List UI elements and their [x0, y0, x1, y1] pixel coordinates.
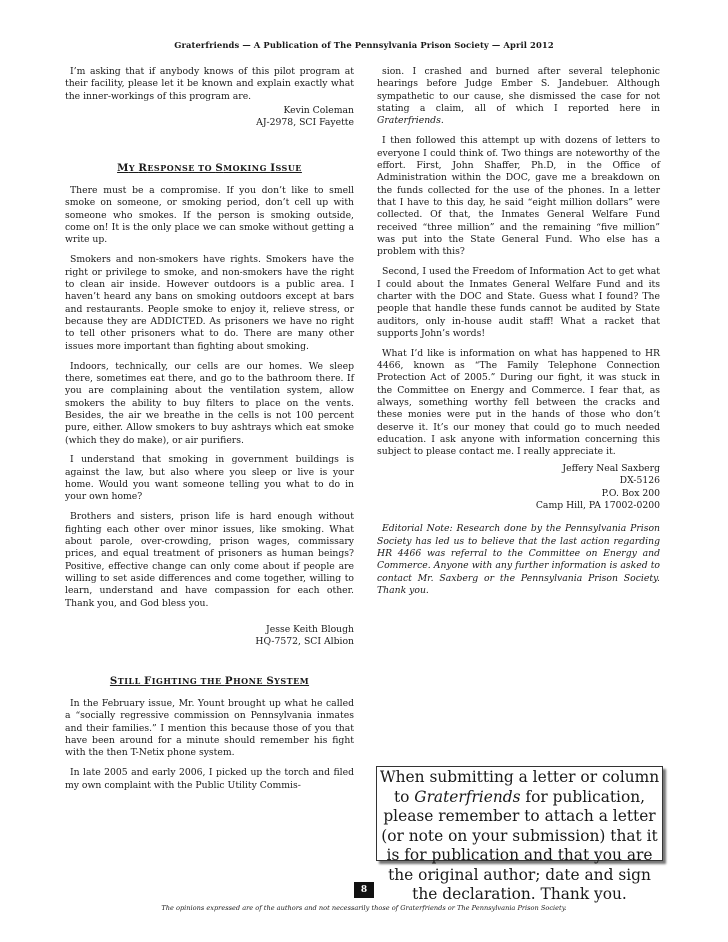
signature-box: P.O. Box 200 — [601, 487, 660, 499]
heading-smallcaps: TILL — [117, 675, 145, 686]
signature-name: Jesse Keith Blough — [266, 624, 354, 636]
phone-paragraph-2: In late 2005 and early 2006, I picked up the torch and filed my own complaint with the Public Utility Commis- — [65, 767, 354, 791]
heading-letter: P — [224, 674, 234, 687]
smoking-paragraph-3: Indoors, technically, our cells are our homes. We sleep there, sometimes eat there, and go to the bathroom there. If you are complaining about the ventilation system, allow smokers the ability to buy filters to place on the vents. Besides, the air we breathe in the cells is not 100 percent pure, either. Allow smokers to buy ashtrays which eat smoke (which they do make), or air purifiers. — [65, 360, 354, 446]
heading-letter: S — [109, 674, 118, 687]
heading-letter: M — [117, 161, 129, 174]
signature-name: Jeffery Neal Saxberg — [562, 462, 660, 474]
publication-name: Graterfriends — [377, 115, 441, 127]
heading-smallcaps: IGHTING THE — [151, 675, 225, 686]
notice-text: for publication, please remember to attach a letter (or note on your submission) that it is for publication and that you are the original author; date and sign the declaration. Thank you. — [381, 787, 658, 903]
heading-smallcaps: SSUE — [275, 162, 302, 173]
smoking-paragraph-2: Smokers and non-smokers have rights. Smokers have the right or privilege to smoke, and non-smokers have the right to clean air inside. However outdoors is a public area. I haven’t heard any bans on smoking outdoors except at bars and restaurants. People smoke to enjoy it, relieve stress, or because they are ADDICTED. As prisoners we have no right to tell other prisoners what to do. There are many other issues more important than fighting about smoking. — [65, 254, 354, 352]
signature-id: DX-5126 — [619, 475, 660, 487]
smoking-heading — [65, 162, 354, 174]
right-paragraph-4: What I’d like is information on what has happened to HR 4466, known as “The Family Telephone Connection Protection Act of 2005.” During our fight, it was stuck in the Committee on Energy and Commerce. I fear that, as always, something worthy fell between the cracks and these monies were put in the hands of those who don’t deserve it. It’s our money that could go to much needed education. I ask anyone with information concerning this subject to please contact me. I really appreciate it. — [377, 347, 660, 458]
right-column — [377, 66, 660, 605]
smoking-paragraph-5: Brothers and sisters, prison life is hard enough without fighting each other over minor issues, like smoking. What about parole, over-crowding, prison wages, commissary prices, and equal treatment of prisoners as human beings? Positive, effective change can only come about if people are willing to set aside differences and come together, willing to learn, understand and have compassion for each other. Thank you, and God bless you. — [65, 511, 354, 609]
phone-heading — [65, 675, 354, 687]
smoking-paragraph-4: I understand that smoking in government buildings is against the law, but also where you sleep or live is your home. Would you want someone telling you what to do in your own home? — [65, 454, 354, 503]
right-paragraph-1 — [377, 66, 660, 128]
text-run: . — [440, 115, 444, 127]
right-paragraph-3: Second, I used the Freedom of Information Act to get what I could about the Inmates General Welfare Fund and its charter with the DOC and State. Guess what I found? The people that handle these funds cannot be audited by State auditors, only in-house audit staff! What a racket that supports John’s words! — [377, 266, 660, 339]
heading-smallcaps: ESPONSE TO — [147, 162, 216, 173]
intro-signature — [65, 105, 354, 130]
phone-paragraph-1: In the February issue, Mr. Yount brought up what he called a “socially regressive commission on Pennsylvania inmates and their families.” I mention this because those of you that have been around for a minute should remember his fight with the then T-Netix phone system. — [65, 698, 354, 759]
signature-name: Kevin Coleman — [283, 105, 354, 117]
smoking-paragraph-1: There must be a compromise. If you don’t like to smell smoke on someone, or smoking period, don’t cell up with someone who smokes. If the person is smoking outside, come on! It is the only place we can smoke without getting a write up. — [65, 185, 354, 246]
heading-smallcaps: Y — [128, 162, 139, 173]
notice-text: When submitting a letter or column to — [379, 768, 660, 806]
editorial-note: Editorial Note: Research done by the Pennsylvania Prison Society has led us to believe that the last action regarding HR 4466 was referral to the Committee on Energy and Commerce. Anyone with any further information is asked to contact Mr. Saxberg or the Pennsylvania Prison Society. Thank you. — [377, 523, 660, 596]
text-run: sion. I crashed and burned after several telephonic hearings before Judge Ember S. Jandebuer. Although sympathetic to our cause, she dismissed the case for not stating a claim, all of which I reported here in — [377, 66, 660, 115]
heading-smallcaps: HONE — [233, 675, 267, 686]
signature-city: Camp Hill, PA 17002-0200 — [535, 499, 660, 511]
publication-name: Graterfriends — [414, 787, 521, 806]
signature-id: HQ-7572, SCI Albion — [255, 636, 354, 648]
signature-id: AJ-2978, SCI Fayette — [256, 117, 354, 129]
page-footer: The opinions expressed are of the authors and not necessarily those of Graterfriends or The Pennsylvania Prison Society. — [161, 904, 567, 912]
left-column — [65, 66, 354, 800]
heading-letter: S — [266, 674, 275, 687]
heading-smallcaps: MOKING — [223, 162, 271, 173]
page-header: Graterfriends — A Publication of The Pennsylvania Prison Society — April 2012 — [174, 40, 554, 50]
heading-letter: F — [144, 674, 152, 687]
intro-paragraph: I’m asking that if anybody knows of this pilot program at their facility, please let it be known and explain exactly what the inner-workings of this program are. — [65, 66, 354, 102]
submission-notice-box — [376, 766, 663, 903]
heading-smallcaps: YSTEM — [274, 675, 310, 686]
heading-letter: R — [138, 161, 148, 174]
saxberg-signature — [377, 463, 660, 512]
smoking-signature — [65, 624, 354, 649]
heading-letter: S — [215, 161, 224, 174]
heading-letter: I — [270, 161, 276, 174]
right-paragraph-2: I then followed this attempt up with dozens of letters to everyone I could think of. Two things are noteworthy of the effort. First, John Shaffer, Ph.D, in the Office of Administration within the DOC, gave me a breakdown on the funds collected for the use of the phones. In a letter that I have to this day, he said “eight million dollars” were collected. Of that, the Inmates General Welfare Fund received “three million” and the remaining “five million” was put into the State General Fund. Who else has a problem with this? — [377, 135, 660, 258]
page-number: 8 — [354, 882, 374, 898]
